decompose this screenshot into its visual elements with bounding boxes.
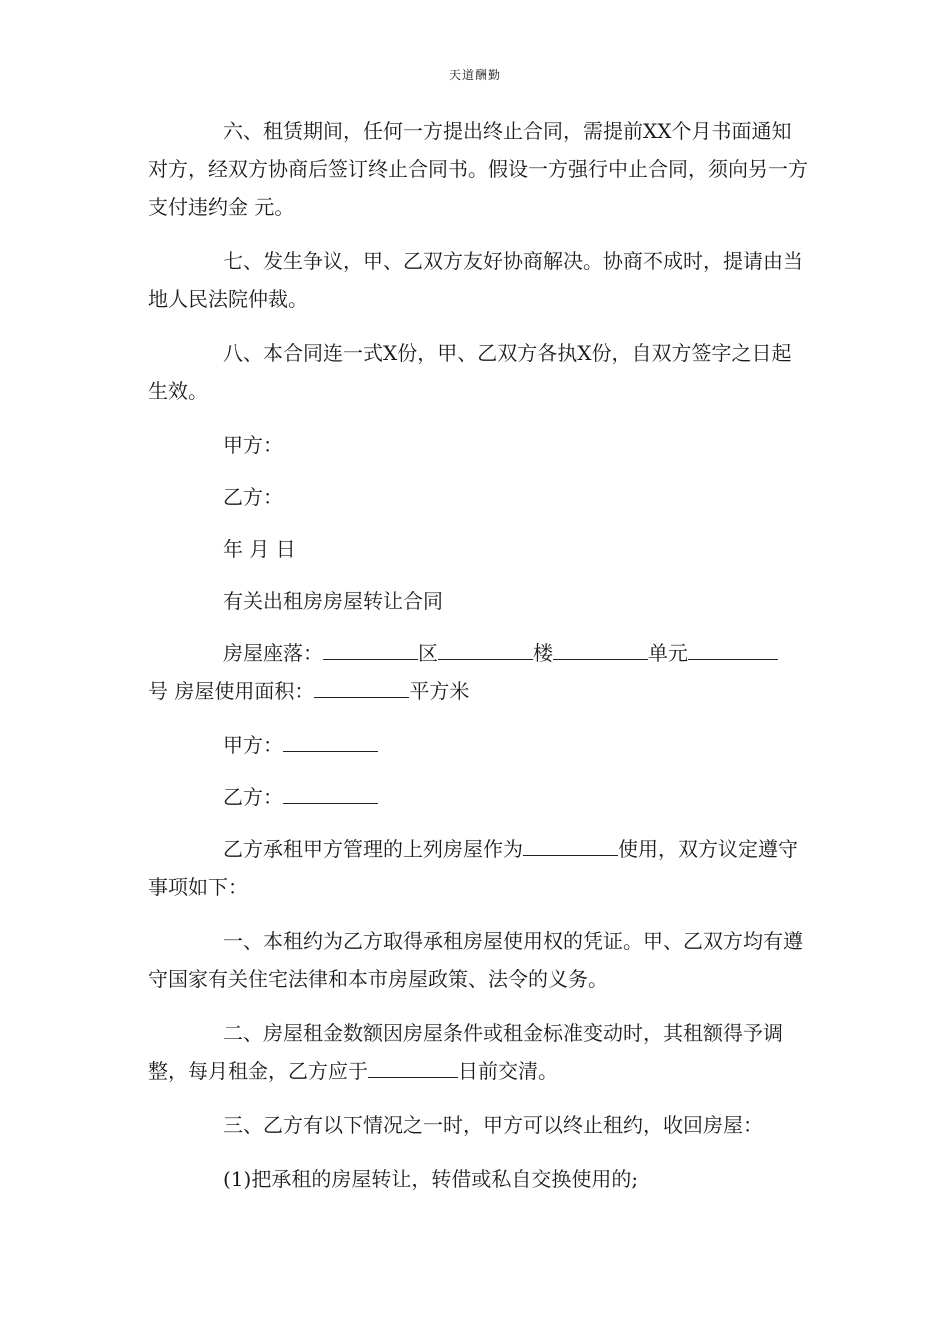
house-location	[148, 634, 808, 710]
party-a-blank	[283, 729, 378, 752]
party-b-blank	[283, 781, 378, 804]
location-label: 房屋座落：	[223, 641, 323, 665]
date-line: 年 月 日	[223, 537, 296, 561]
party-b-label: 乙方：	[223, 785, 283, 809]
usage-suffix: 使用，双方议定遵守事项如下：	[148, 837, 798, 899]
party-a-signature: 甲方：	[223, 433, 283, 457]
party-b-signature: 乙方：	[223, 485, 283, 509]
party-a-line	[148, 726, 808, 764]
item-2-blank	[368, 1055, 458, 1078]
district-blank	[323, 637, 418, 660]
building-blank	[438, 637, 533, 660]
usage-prefix: 乙方承租甲方管理的上列房屋作为	[223, 837, 523, 861]
item-2-suffix: 日前交清。	[458, 1059, 558, 1083]
page-header: 天道酬勤	[448, 68, 501, 82]
item-2	[148, 1014, 808, 1090]
document-body	[148, 112, 808, 1214]
party-b-line	[148, 778, 808, 816]
area-unit: 平方米	[409, 679, 470, 703]
district-label: 区	[418, 641, 438, 665]
clause-7: 七、发生争议，甲、乙双方友好协商解决。协商不成时，提请由当地人民法院仲裁。	[148, 249, 803, 311]
contract-title: 有关出租房房屋转让合同	[223, 589, 443, 613]
usage-blank	[523, 833, 618, 856]
area-label: 房屋使用面积：	[174, 679, 315, 703]
party-a-label: 甲方：	[223, 733, 283, 757]
unit-label: 单元	[648, 641, 688, 665]
item-1: 一、本租约为乙方取得承租房屋使用权的凭证。甲、乙双方均有遵守国家有关住宅法律和本市房屋政策、法令的义务。	[148, 929, 803, 991]
item-3-1: (1)把承租的房屋转让，转借或私自交换使用的;	[223, 1167, 639, 1191]
item-3: 三、乙方有以下情况之一时，甲方可以终止租约，收回房屋：	[223, 1113, 763, 1137]
item-2-prefix: 二、房屋租金数额因房屋条件或租金标准变动时，其租额得予调整，每月租金，乙方应于	[148, 1021, 783, 1083]
area-blank	[314, 675, 409, 698]
building-label: 楼	[533, 641, 553, 665]
clause-6: 六、租赁期间，任何一方提出终止合同，需提前XX个月书面通知对方，经双方协商后签订终止合同书。假设一方强行中止合同，须向另一方支付违约金 元。	[148, 119, 808, 219]
number-blank	[688, 637, 778, 660]
clause-8: 八、本合同连一式X份，甲、乙双方各执X份，自双方签字之日起生效。	[148, 341, 792, 403]
number-label: 号	[148, 679, 168, 703]
unit-blank	[553, 637, 648, 660]
usage-clause	[148, 830, 808, 906]
